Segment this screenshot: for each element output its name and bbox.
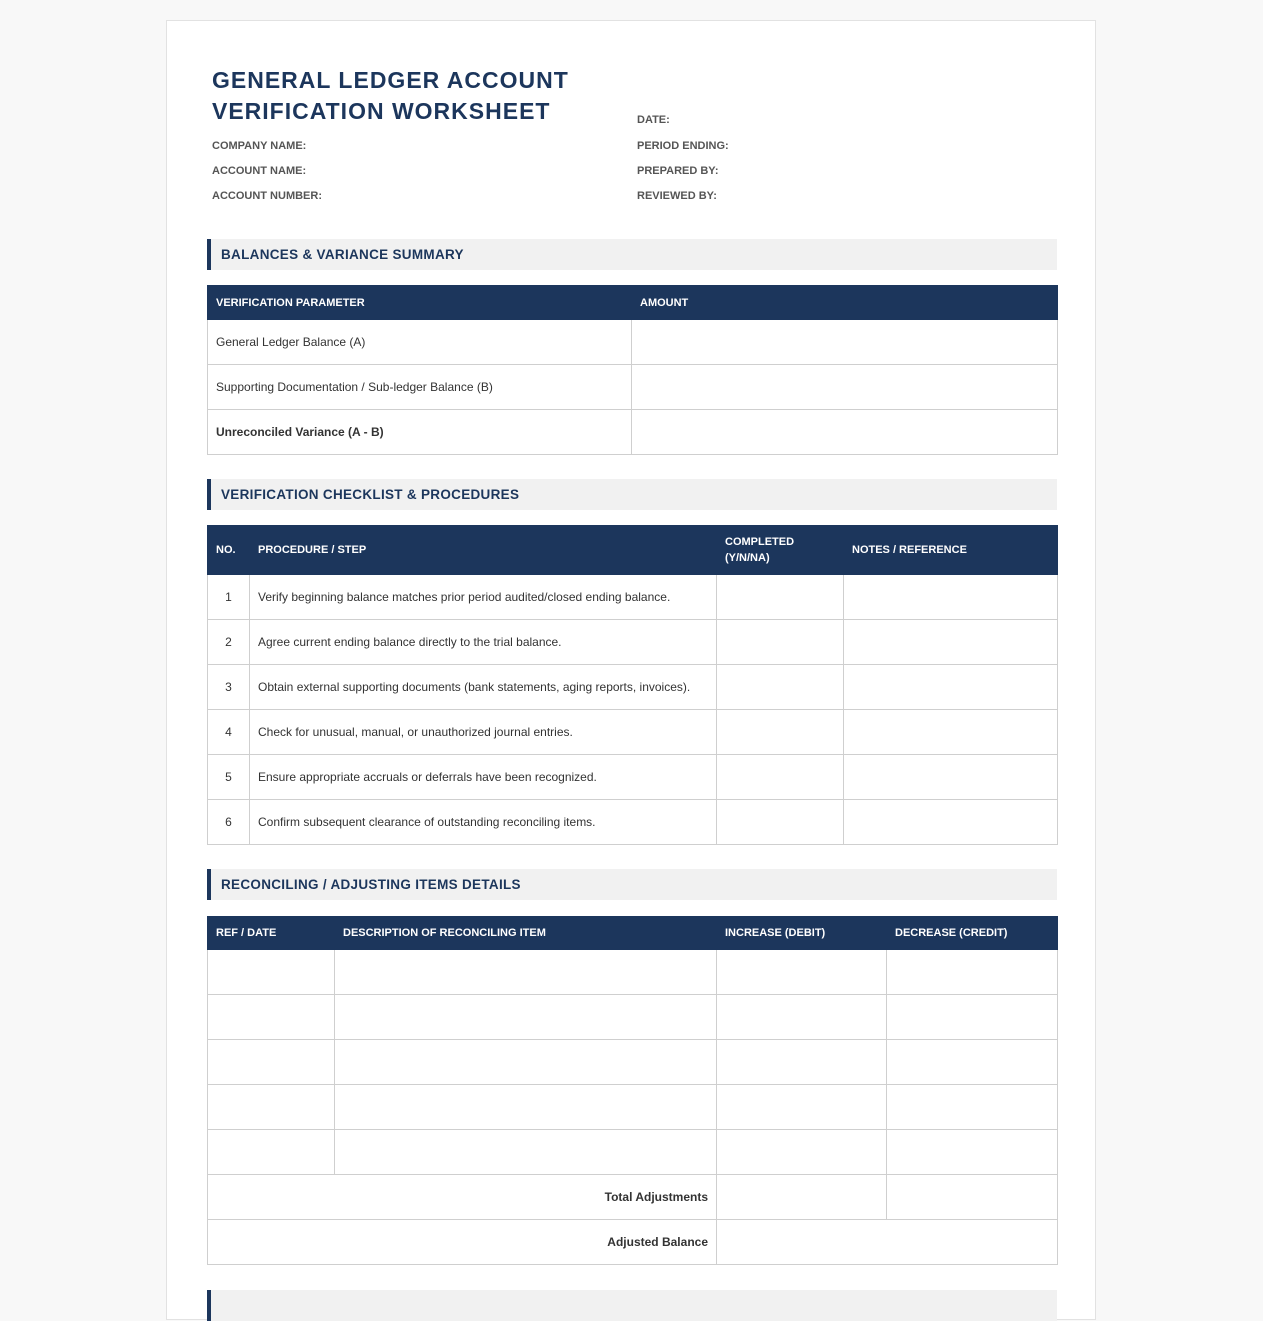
- debit-cell[interactable]: [717, 1085, 887, 1130]
- prepared-by-label: PREPARED BY:: [637, 165, 719, 177]
- description-cell[interactable]: [335, 1040, 717, 1085]
- notes-cell[interactable]: [844, 755, 1058, 800]
- checklist-table: [207, 525, 1058, 845]
- parameter-cell: General Ledger Balance (A): [208, 320, 632, 365]
- description-cell[interactable]: [335, 1085, 717, 1130]
- credit-cell[interactable]: [887, 1085, 1058, 1130]
- parameter-cell: Supporting Documentation / Sub-ledger Balance (B): [208, 365, 632, 410]
- adjusted-balance-cell[interactable]: [717, 1220, 1058, 1265]
- credit-cell[interactable]: [887, 1040, 1058, 1085]
- notes-cell[interactable]: [844, 710, 1058, 755]
- step-description: Verify beginning balance matches prior period audited/closed ending balance.: [250, 575, 717, 620]
- step-description: Agree current ending balance directly to the trial balance.: [250, 620, 717, 665]
- checklist-section-title: VERIFICATION CHECKLIST & PROCEDURES: [221, 487, 520, 502]
- step-number: 5: [208, 755, 250, 800]
- step-number: 3: [208, 665, 250, 710]
- completed-cell[interactable]: [717, 710, 844, 755]
- credit-cell[interactable]: [887, 1130, 1058, 1175]
- column-header: NO.: [208, 526, 250, 575]
- next-section-header: [207, 1290, 1057, 1321]
- debit-cell[interactable]: [717, 995, 887, 1040]
- column-header: REF / DATE: [208, 917, 335, 950]
- column-header: AMOUNT: [632, 286, 1058, 320]
- column-header: INCREASE (DEBIT): [717, 917, 887, 950]
- balances-header-row: [208, 286, 1058, 320]
- notes-cell[interactable]: [844, 575, 1058, 620]
- reconciling-section-title: RECONCILING / ADJUSTING ITEMS DETAILS: [221, 877, 521, 892]
- notes-cell[interactable]: [844, 620, 1058, 665]
- checklist-section-header: [207, 479, 1057, 510]
- table-row: [208, 710, 1058, 755]
- step-description: Ensure appropriate accruals or deferrals have been recognized.: [250, 755, 717, 800]
- ref-date-cell[interactable]: [208, 1130, 335, 1175]
- amount-cell[interactable]: [632, 365, 1058, 410]
- table-row: [208, 620, 1058, 665]
- debit-cell[interactable]: [717, 1040, 887, 1085]
- column-header: DECREASE (CREDIT): [887, 917, 1058, 950]
- credit-cell[interactable]: [887, 995, 1058, 1040]
- account-number-label: ACCOUNT NUMBER:: [212, 190, 322, 202]
- adjusted-balance-row: [208, 1220, 1058, 1265]
- table-row: [208, 755, 1058, 800]
- table-row: [208, 1130, 1058, 1175]
- step-description: Confirm subsequent clearance of outstanding reconciling items.: [250, 800, 717, 845]
- date-label: DATE:: [637, 114, 670, 126]
- step-description: Check for unusual, manual, or unauthorized journal entries.: [250, 710, 717, 755]
- column-header: PROCEDURE / STEP: [250, 526, 717, 575]
- completed-cell[interactable]: [717, 575, 844, 620]
- completed-cell[interactable]: [717, 620, 844, 665]
- description-cell[interactable]: [335, 950, 717, 995]
- balances-section-header: [207, 239, 1057, 270]
- checklist-header-row: [208, 526, 1058, 575]
- total-credit-cell[interactable]: [887, 1175, 1058, 1220]
- table-row: [208, 1085, 1058, 1130]
- table-row: [208, 1040, 1058, 1085]
- description-cell[interactable]: [335, 995, 717, 1040]
- total-adjustments-label: Total Adjustments: [208, 1175, 717, 1220]
- table-row: [208, 995, 1058, 1040]
- reconciling-section-header: [207, 869, 1057, 900]
- description-cell[interactable]: [335, 1130, 717, 1175]
- step-number: 1: [208, 575, 250, 620]
- table-row: [208, 665, 1058, 710]
- credit-cell[interactable]: [887, 950, 1058, 995]
- debit-cell[interactable]: [717, 1130, 887, 1175]
- adjusted-balance-label: Adjusted Balance: [208, 1220, 717, 1265]
- step-number: 4: [208, 710, 250, 755]
- page-title: GENERAL LEDGER ACCOUNT VERIFICATION WORKSHEET: [212, 67, 569, 124]
- column-header: DESCRIPTION OF RECONCILING ITEM: [335, 917, 717, 950]
- ref-date-cell[interactable]: [208, 1085, 335, 1130]
- completed-cell[interactable]: [717, 800, 844, 845]
- ref-date-cell[interactable]: [208, 950, 335, 995]
- step-number: 6: [208, 800, 250, 845]
- total-adjustments-row: [208, 1175, 1058, 1220]
- amount-cell[interactable]: [632, 410, 1058, 455]
- completed-cell[interactable]: [717, 665, 844, 710]
- table-row: [208, 320, 1058, 365]
- worksheet-page: [166, 20, 1096, 1320]
- step-description: Obtain external supporting documents (bank statements, aging reports, invoices).: [250, 665, 717, 710]
- reconciling-header-row: [208, 917, 1058, 950]
- company-name-label: COMPANY NAME:: [212, 140, 307, 152]
- step-number: 2: [208, 620, 250, 665]
- ref-date-cell[interactable]: [208, 995, 335, 1040]
- amount-cell[interactable]: [632, 320, 1058, 365]
- balances-table: [207, 285, 1058, 455]
- debit-cell[interactable]: [717, 950, 887, 995]
- table-row: [208, 950, 1058, 995]
- account-name-label: ACCOUNT NAME:: [212, 165, 307, 177]
- completed-cell[interactable]: [717, 755, 844, 800]
- reviewed-by-label: REVIEWED BY:: [637, 190, 717, 202]
- table-row: [208, 365, 1058, 410]
- ref-date-cell[interactable]: [208, 1040, 335, 1085]
- table-row: [208, 410, 1058, 455]
- table-row: [208, 800, 1058, 845]
- notes-cell[interactable]: [844, 665, 1058, 710]
- total-debit-cell[interactable]: [717, 1175, 887, 1220]
- table-row: [208, 575, 1058, 620]
- column-header: COMPLETED (Y/N/NA): [717, 526, 844, 575]
- balances-section-title: BALANCES & VARIANCE SUMMARY: [221, 247, 464, 262]
- column-header: NOTES / REFERENCE: [844, 526, 1058, 575]
- period-ending-label: PERIOD ENDING:: [637, 140, 729, 152]
- reconciling-table: [207, 916, 1058, 1265]
- column-header: VERIFICATION PARAMETER: [208, 286, 632, 320]
- notes-cell[interactable]: [844, 800, 1058, 845]
- parameter-cell: Unreconciled Variance (A - B): [208, 410, 632, 455]
